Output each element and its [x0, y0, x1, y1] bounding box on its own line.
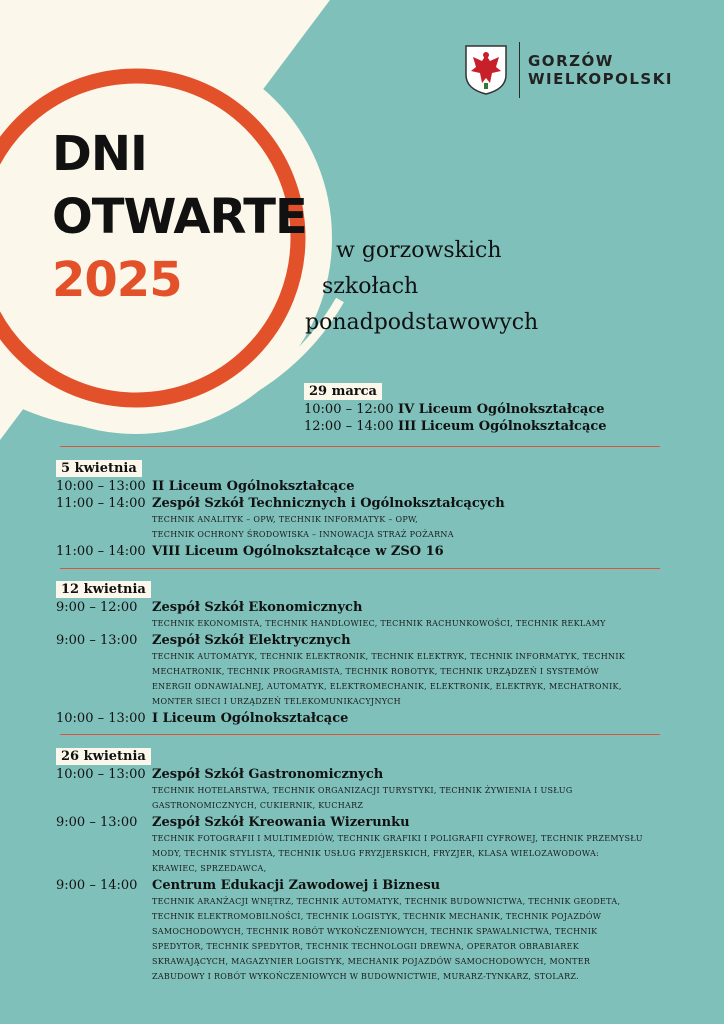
profession-line: ENERGII ODNAWIALNEJ, AUTOMATYK, ELEKTROMECHANIK, ELEKTRONIK, ELEKTRYK, MECHATRONIK, — [152, 682, 622, 691]
schedule-entry — [304, 419, 624, 434]
entry-time: 10:00 – 13:00 — [56, 479, 146, 494]
title-line-2: OTWARTE — [52, 189, 307, 245]
schedule-entry — [304, 402, 624, 417]
entry-school: III Liceum Ogólnokształcące — [398, 419, 607, 434]
event-block-26-april — [56, 745, 660, 984]
profession-line: MODY, TECHNIK STYLISTA, TECHNIK USŁUG FRYZJERSKICH, FRYZJER, KLASA WIELOZAWODOWA: — [152, 849, 600, 858]
event-date: 26 kwietnia — [56, 748, 151, 765]
entry-time: 10:00 – 13:00 — [56, 711, 146, 726]
section-divider — [60, 734, 660, 735]
schedule-entry — [56, 544, 660, 559]
profession-line: TECHNIK OCHRONY ŚRODOWISKA – INNOWACJA STRAŻ POŻARNA — [152, 530, 454, 539]
profession-line: TECHNIK AUTOMATYK, TECHNIK ELEKTRONIK, TECHNIK ELEKTRYK, TECHNIK INFORMATYK, TECHNIK — [152, 652, 626, 661]
entry-school: Zespół Szkół Technicznych i Ogólnokształcących — [152, 496, 505, 511]
section-divider — [60, 568, 660, 569]
entry-time: 9:00 – 14:00 — [56, 878, 138, 893]
entry-school: I Liceum Ogólnokształcące — [152, 711, 349, 726]
entry-professions — [152, 512, 660, 542]
entry-school: Zespół Szkół Ekonomicznych — [152, 600, 363, 615]
logo-text — [528, 52, 673, 88]
entry-time: 9:00 – 13:00 — [56, 633, 138, 648]
title-line-1: DNI — [52, 126, 147, 182]
logo-line-2: WIELKOPOLSKI — [528, 70, 673, 88]
profession-line: TECHNIK ELEKTROMOBILNOŚCI, TECHNIK LOGISTYK, TECHNIK MECHANIK, TECHNIK POJAZDÓW — [152, 912, 602, 921]
event-date: 29 marca — [304, 383, 382, 400]
profession-line: KRAWIEC, SPRZEDAWCA, — [152, 864, 267, 873]
entry-professions — [152, 783, 660, 813]
profession-line: SPEDYTOR, TECHNIK SPEDYTOR, TECHNIK TECHNOLOGII DREWNA, OPERATOR OBRABIAREK — [152, 942, 580, 951]
schedule-entry — [56, 767, 660, 813]
event-block-12-april — [56, 578, 660, 726]
entry-school: Centrum Edukacji Zawodowej i Biznesu — [152, 878, 441, 893]
entry-professions — [152, 616, 660, 631]
entry-time: 10:00 – 13:00 — [56, 767, 146, 782]
schedule-entry — [56, 479, 660, 494]
section-divider — [60, 446, 660, 447]
schedule-entry — [56, 815, 660, 876]
event-block-5-april — [56, 457, 660, 559]
entry-professions — [152, 831, 660, 876]
entry-time: 11:00 – 14:00 — [56, 496, 146, 511]
schedule-entry — [56, 600, 660, 631]
profession-line: GASTRONOMICZNYCH, CUKIERNIK, KUCHARZ — [152, 801, 364, 810]
schedule-entry — [56, 496, 660, 542]
event-block-29-march — [304, 380, 624, 434]
schedule-entry — [56, 711, 660, 726]
city-logo — [465, 42, 673, 98]
entry-school: VIII Liceum Ogólnokształcące w ZSO 16 — [152, 544, 444, 559]
entry-school: Zespół Szkół Gastronomicznych — [152, 767, 384, 782]
profession-line: MONTER SIECI I URZĄDZEŃ TELEKOMUNIKACYJNYCH — [152, 697, 401, 706]
entry-school: IV Liceum Ogólnokształcące — [398, 402, 605, 417]
profession-line: SKRAWAJĄCYCH, MAGAZYNIER LOGISTYK, MECHANIK POJAZDÓW SAMOCHODOWYCH, MONTER — [152, 957, 591, 966]
logo-line-1: GORZÓW — [528, 52, 614, 70]
entry-time: 9:00 – 12:00 — [56, 600, 138, 615]
entry-school: Zespół Szkół Kreowania Wizerunku — [152, 815, 410, 830]
entry-time: 12:00 – 14:00 — [304, 419, 394, 434]
eagle-crest-icon — [465, 45, 507, 95]
profession-line: TECHNIK ANALITYK – OPW, TECHNIK INFORMATYK – OPW, — [152, 515, 418, 524]
schedule-entry — [56, 633, 660, 709]
logo-divider — [519, 42, 520, 98]
profession-line: TECHNIK EKONOMISTA, TECHNIK HANDLOWIEC, TECHNIK RACHUNKOWOŚCI, TECHNIK REKLAMY — [152, 619, 606, 628]
entry-school: Zespół Szkół Elektrycznych — [152, 633, 351, 648]
profession-line: TECHNIK ARANŻACJI WNĘTRZ, TECHNIK AUTOMATYK, TECHNIK BUDOWNICTWA, TECHNIK GEODETA, — [152, 897, 621, 906]
entry-time: 9:00 – 13:00 — [56, 815, 138, 830]
profession-line: TECHNIK HOTELARSTWA, TECHNIK ORGANIZACJI TURYSTYKI, TECHNIK ŻYWIENIA I USŁUG — [152, 786, 573, 795]
entry-school: II Liceum Ogólnokształcące — [152, 479, 355, 494]
profession-line: TECHNIK FOTOGRAFII I MULTIMEDIÓW, TECHNIK GRAFIKI I POLIGRAFII CYFROWEJ, TECHNIK PRZEMYSŁU — [152, 834, 643, 843]
subtitle-line-1: w gorzowskich — [336, 238, 502, 263]
title-year: 2025 — [52, 252, 182, 308]
entry-professions — [152, 894, 660, 984]
profession-line: SAMOCHODOWYCH, TECHNIK ROBÓT WYKOŃCZENIOWYCH, TECHNIK SPAWALNICTWA, TECHNIK — [152, 927, 598, 936]
entry-time: 11:00 – 14:00 — [56, 544, 146, 559]
event-date: 12 kwietnia — [56, 581, 151, 598]
entry-time: 10:00 – 12:00 — [304, 402, 394, 417]
subtitle-line-2: szkołach — [322, 274, 419, 299]
subtitle-line-3: ponadpodstawowych — [305, 310, 539, 335]
event-date: 5 kwietnia — [56, 460, 142, 477]
profession-line: ZABUDOWY I ROBÓT WYKOŃCZENIOWYCH W BUDOWNICTWIE, MURARZ-TYNKARZ, STOLARZ. — [152, 972, 579, 981]
schedule-entry — [56, 878, 660, 984]
profession-line: MECHATRONIK, TECHNIK PROGRAMISTA, TECHNIK ROBOTYK, TECHNIK URZĄDZEŃ I SYSTEMÓW — [152, 667, 600, 676]
entry-professions — [152, 649, 660, 709]
